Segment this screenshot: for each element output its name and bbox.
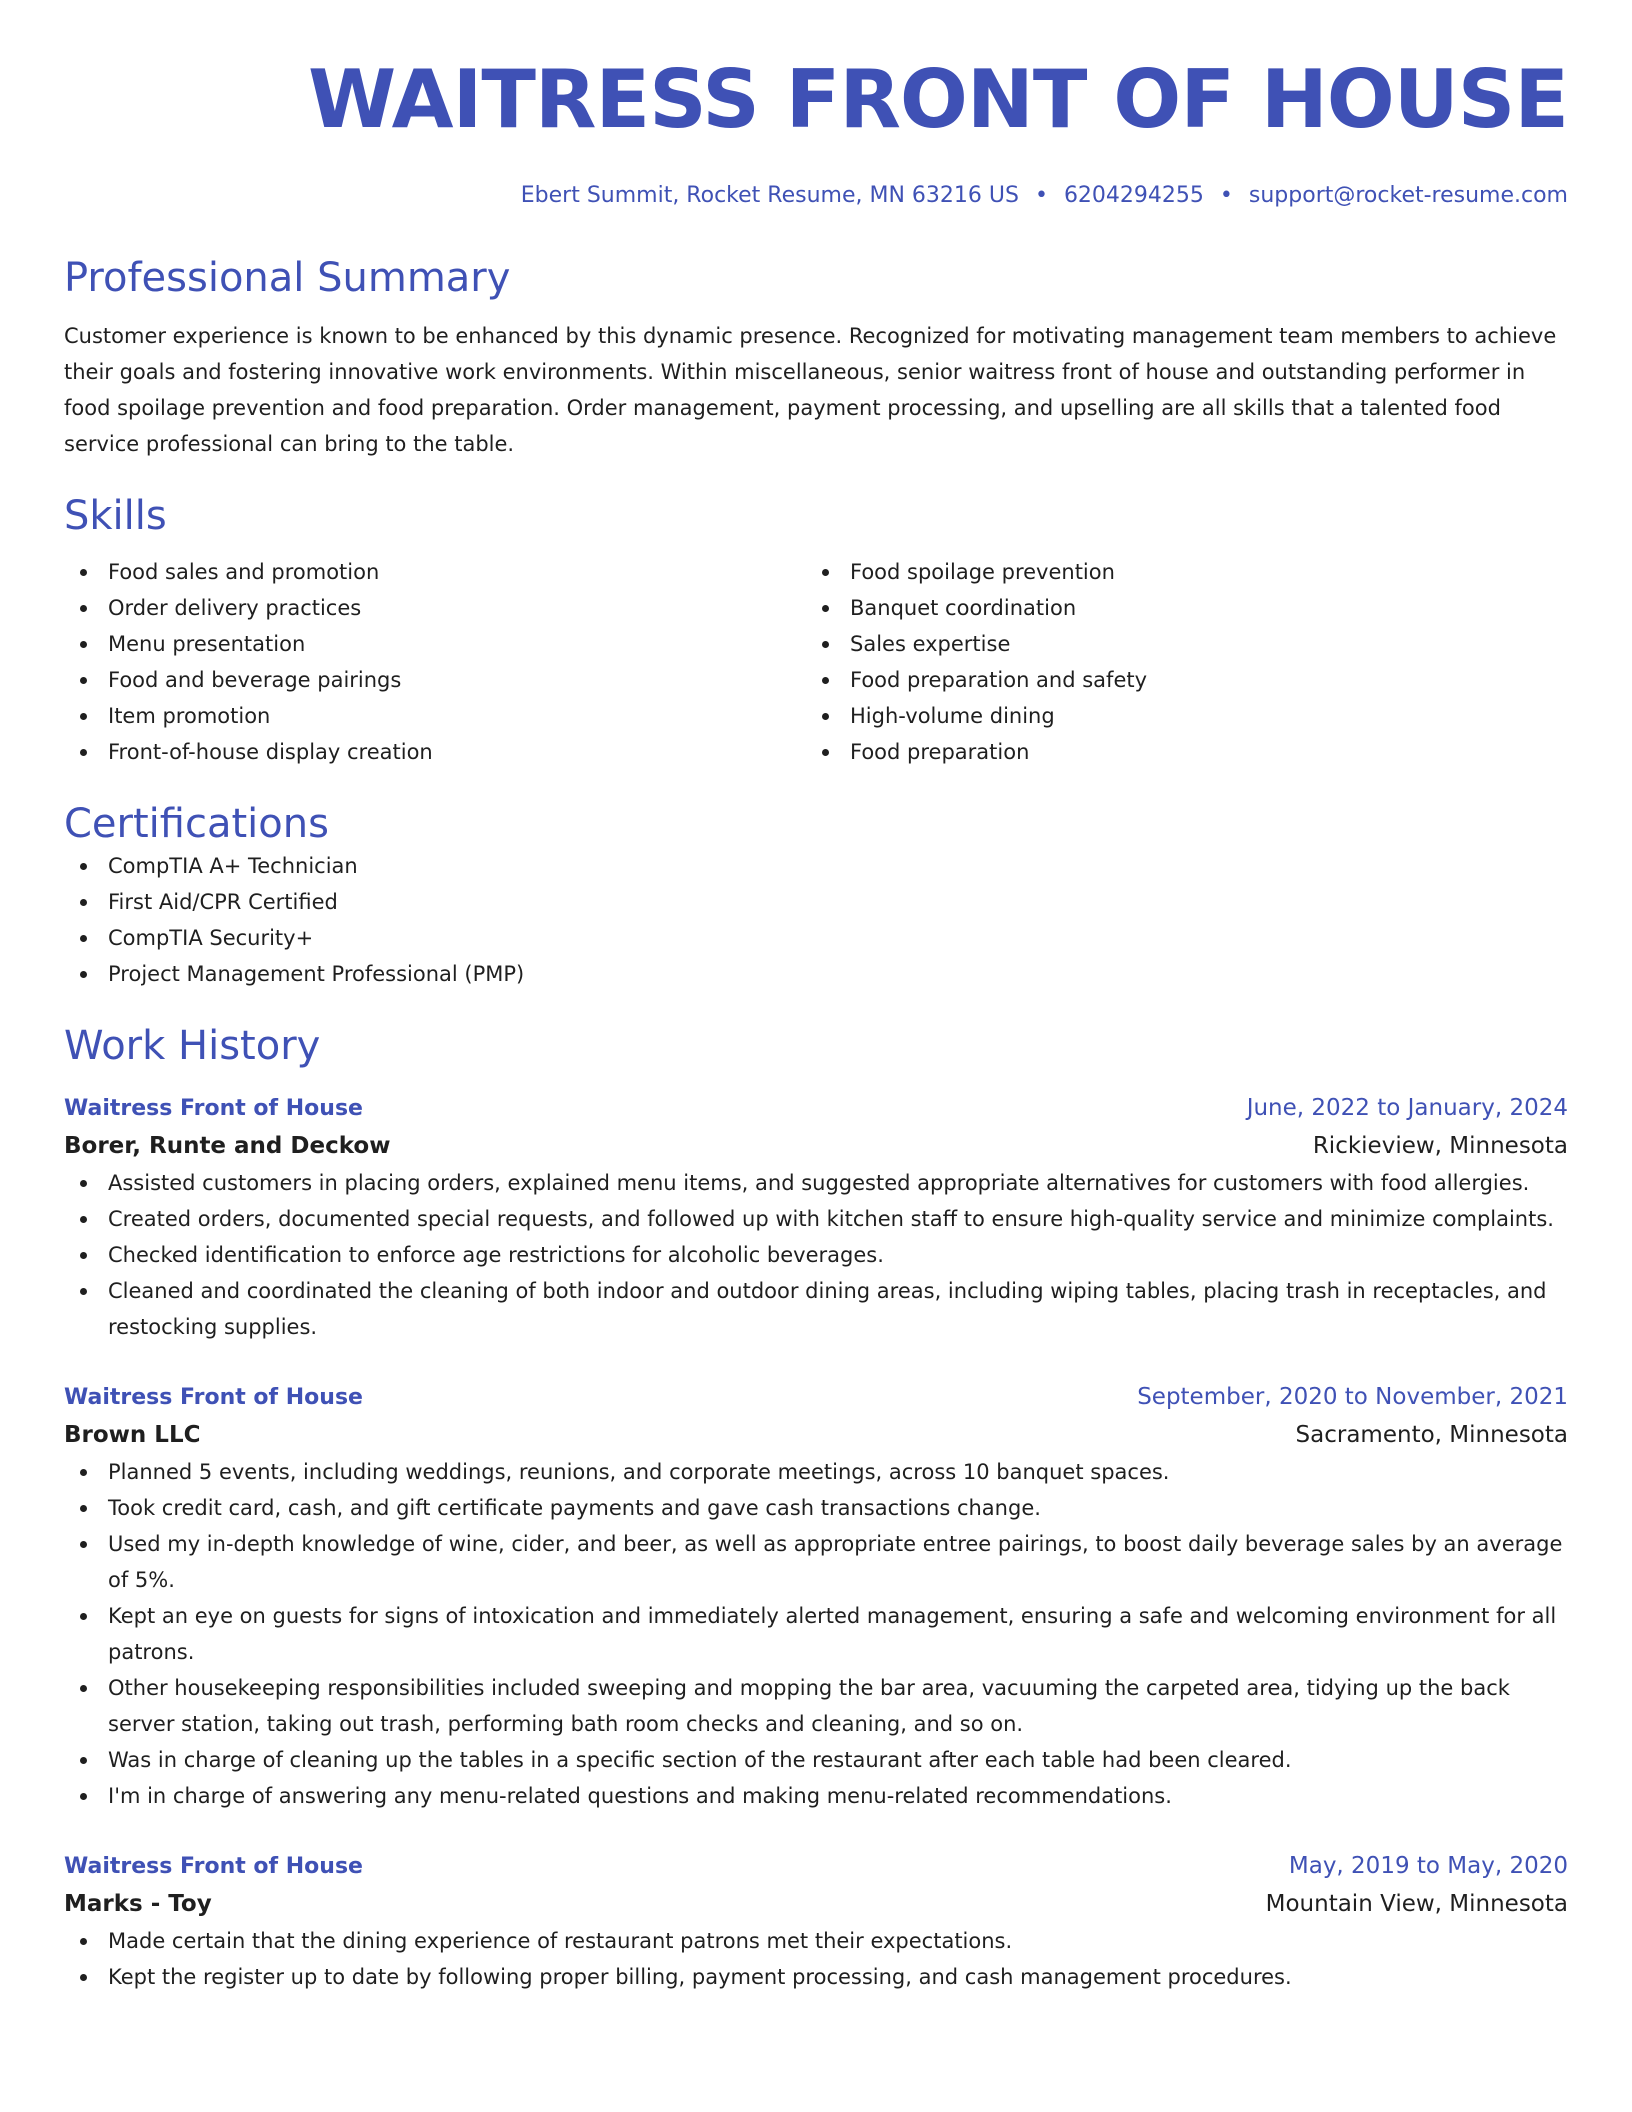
job-location: Rickieview, Minnesota [1312, 1133, 1568, 1159]
job-bullet: I'm in charge of answering any menu-related questions and making menu-related recommendations. [64, 1778, 1568, 1814]
job-entry [64, 1090, 1568, 1345]
job-company-row [64, 1416, 1568, 1454]
contact-separator: • [1219, 183, 1233, 208]
contact-email: support@rocket-resume.com [1248, 183, 1568, 208]
skill-item: Food preparation and safety [806, 662, 1548, 698]
certifications-list [64, 848, 1568, 992]
skills-grid [64, 554, 1568, 770]
job-entry [64, 1379, 1568, 1814]
job-bullet: Kept an eye on guests for signs of intoxication and immediately alerted management, ensuring a safe and welcoming environment for all patrons. [64, 1598, 1568, 1670]
job-dates: June, 2022 to January, 2024 [1246, 1095, 1568, 1121]
skill-item: Sales expertise [806, 626, 1548, 662]
job-bullet-list [64, 1454, 1568, 1814]
job-bullet: Assisted customers in placing orders, explained menu items, and suggested appropriate alternatives for customers with food allergies. [64, 1165, 1568, 1201]
work-history-heading: Work History [64, 1023, 321, 1069]
job-dates: May, 2019 to May, 2020 [1288, 1853, 1568, 1879]
skills-heading: Skills [64, 493, 167, 539]
contact-phone: 6204294255 [1063, 183, 1204, 208]
certification-item: CompTIA Security+ [64, 920, 1568, 956]
job-bullet-list [64, 1165, 1568, 1345]
job-location: Sacramento, Minnesota [1295, 1422, 1568, 1448]
job-company: Brown LLC [64, 1422, 201, 1448]
skill-item: Banquet coordination [806, 590, 1548, 626]
job-title-row [64, 1848, 1568, 1885]
job-company: Borer, Runte and Deckow [64, 1133, 391, 1159]
certification-item: CompTIA A+ Technician [64, 848, 1568, 884]
job-company: Marks - Toy [64, 1891, 212, 1917]
skill-item: Food preparation [806, 734, 1548, 770]
job-title: Waitress Front of House [64, 1385, 363, 1410]
skills-list-left [64, 554, 806, 770]
summary-text: Customer experience is known to be enhanced by this dynamic presence. Recognized for motivating management team members to achieve their goals and fostering innovative work environments. Within miscellaneous, senior waitress front of house and outstanding performer in food spoilage prevention and food preparation. Order management, payment processing, and upselling are all skills that a talented food service professional can bring to the table. [64, 324, 1557, 456]
skill-item: Food spoilage prevention [806, 554, 1548, 590]
certifications-heading: Certifications [64, 801, 329, 847]
job-bullet: Was in charge of cleaning up the tables in a specific section of the restaurant after each table had been cleared. [64, 1742, 1568, 1778]
skill-item: Front-of-house display creation [64, 734, 806, 770]
job-bullet: Other housekeeping responsibilities included sweeping and mopping the bar area, vacuuming the carpeted area, tidying up the back server station, taking out trash, performing bath room checks and cleaning, and so on. [64, 1670, 1568, 1742]
job-bullet: Took credit card, cash, and gift certificate payments and gave cash transactions change. [64, 1490, 1568, 1526]
skill-item: Order delivery practices [64, 590, 806, 626]
job-bullet: Created orders, documented special requests, and followed up with kitchen staff to ensure high-quality service and minimize complaints. [64, 1201, 1568, 1237]
skill-item: Food sales and promotion [64, 554, 806, 590]
job-bullet-list [64, 1923, 1568, 1995]
job-title: Waitress Front of House [64, 1854, 363, 1879]
skill-item: Item promotion [64, 698, 806, 734]
contact-separator: • [1034, 183, 1048, 208]
summary-heading: Professional Summary [64, 255, 511, 301]
job-bullet: Planned 5 events, including weddings, reunions, and corporate meetings, across 10 banquet spaces. [64, 1454, 1568, 1490]
skills-list-right [806, 554, 1548, 770]
skill-item: Menu presentation [64, 626, 806, 662]
job-title: Waitress Front of House [64, 1096, 363, 1121]
job-bullet: Kept the register up to date by following proper billing, payment processing, and cash management procedures. [64, 1959, 1568, 1995]
contact-line [64, 182, 1568, 210]
job-company-row [64, 1885, 1568, 1923]
certification-item: First Aid/CPR Certified [64, 884, 1568, 920]
candidate-name: WAITRESS FRONT OF HOUSE [308, 53, 1568, 146]
job-title-row [64, 1379, 1568, 1416]
certification-item: Project Management Professional (PMP) [64, 956, 1568, 992]
skill-item: Food and beverage pairings [64, 662, 806, 698]
job-title-row [64, 1090, 1568, 1127]
job-company-row [64, 1127, 1568, 1165]
job-location: Mountain View, Minnesota [1265, 1891, 1568, 1917]
work-history-list [64, 1090, 1568, 1995]
job-dates: September, 2020 to November, 2021 [1137, 1384, 1568, 1410]
job-bullet: Cleaned and coordinated the cleaning of both indoor and outdoor dining areas, including wiping tables, placing trash in receptacles, and restocking supplies. [64, 1273, 1568, 1345]
resume-header [64, 0, 1568, 210]
skill-item: High-volume dining [806, 698, 1548, 734]
job-entry [64, 1848, 1568, 1995]
job-bullet: Checked identification to enforce age restrictions for alcoholic beverages. [64, 1237, 1568, 1273]
contact-address: Ebert Summit, Rocket Resume, MN 63216 US [520, 183, 1019, 208]
job-bullet: Used my in-depth knowledge of wine, cider, and beer, as well as appropriate entree pairings, to boost daily beverage sales by an average of 5%. [64, 1526, 1568, 1598]
job-bullet: Made certain that the dining experience of restaurant patrons met their expectations. [64, 1923, 1568, 1959]
